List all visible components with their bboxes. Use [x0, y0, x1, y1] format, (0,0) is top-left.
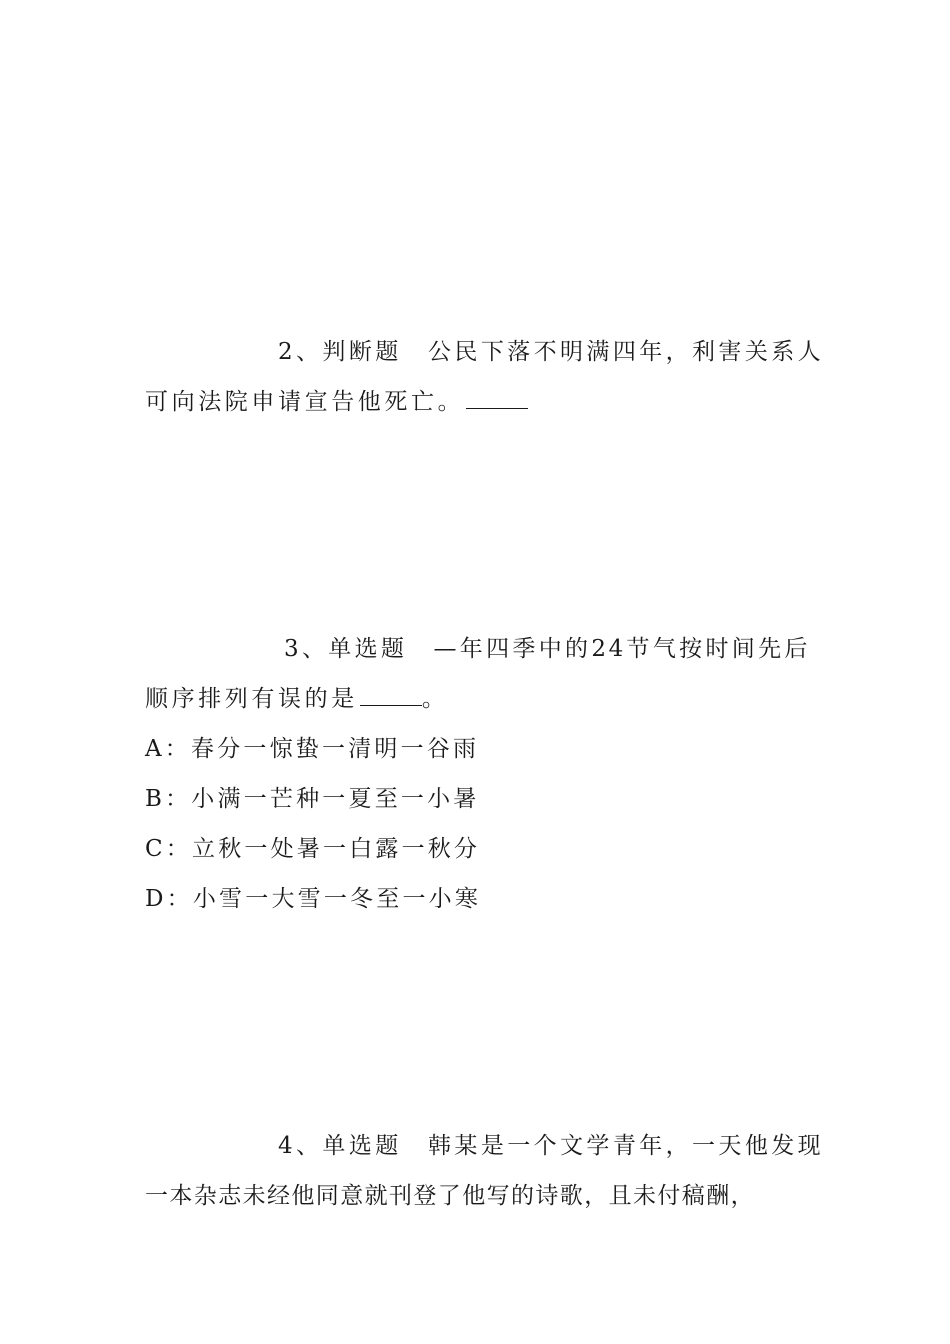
question-2-line-1: 2、判断题 公民下落不明满四年，利害关系人: [278, 339, 825, 365]
question-3-period: 。: [421, 686, 449, 712]
question-4-line-2: 一本杂志未经他同意就刊登了他写的诗歌，且未付稿酬，: [145, 1183, 755, 1209]
question-2-text: 可向法院申请宣告他死亡。: [145, 389, 465, 415]
question-2-line-2: [145, 387, 810, 417]
option-b: B：小满一芒种一夏至一小暑: [145, 786, 480, 812]
answer-blank: [360, 685, 422, 706]
question-3-text: 顺序排列有误的是: [145, 686, 358, 712]
question-3-line-1: 3、单选题 —年四季中的24节气按时间先后: [284, 636, 810, 662]
question-3-line-2: [145, 684, 810, 714]
option-c: C：立秋一处暑一白露一秋分: [145, 836, 481, 862]
question-4-line-1: 4、单选题 韩某是一个文学青年，一天他发现: [278, 1133, 825, 1159]
option-d: D：小雪一大雪一冬至一小寒: [145, 886, 482, 912]
answer-blank: [466, 388, 528, 409]
option-a: A：春分一惊蛰一清明一谷雨: [145, 736, 480, 762]
